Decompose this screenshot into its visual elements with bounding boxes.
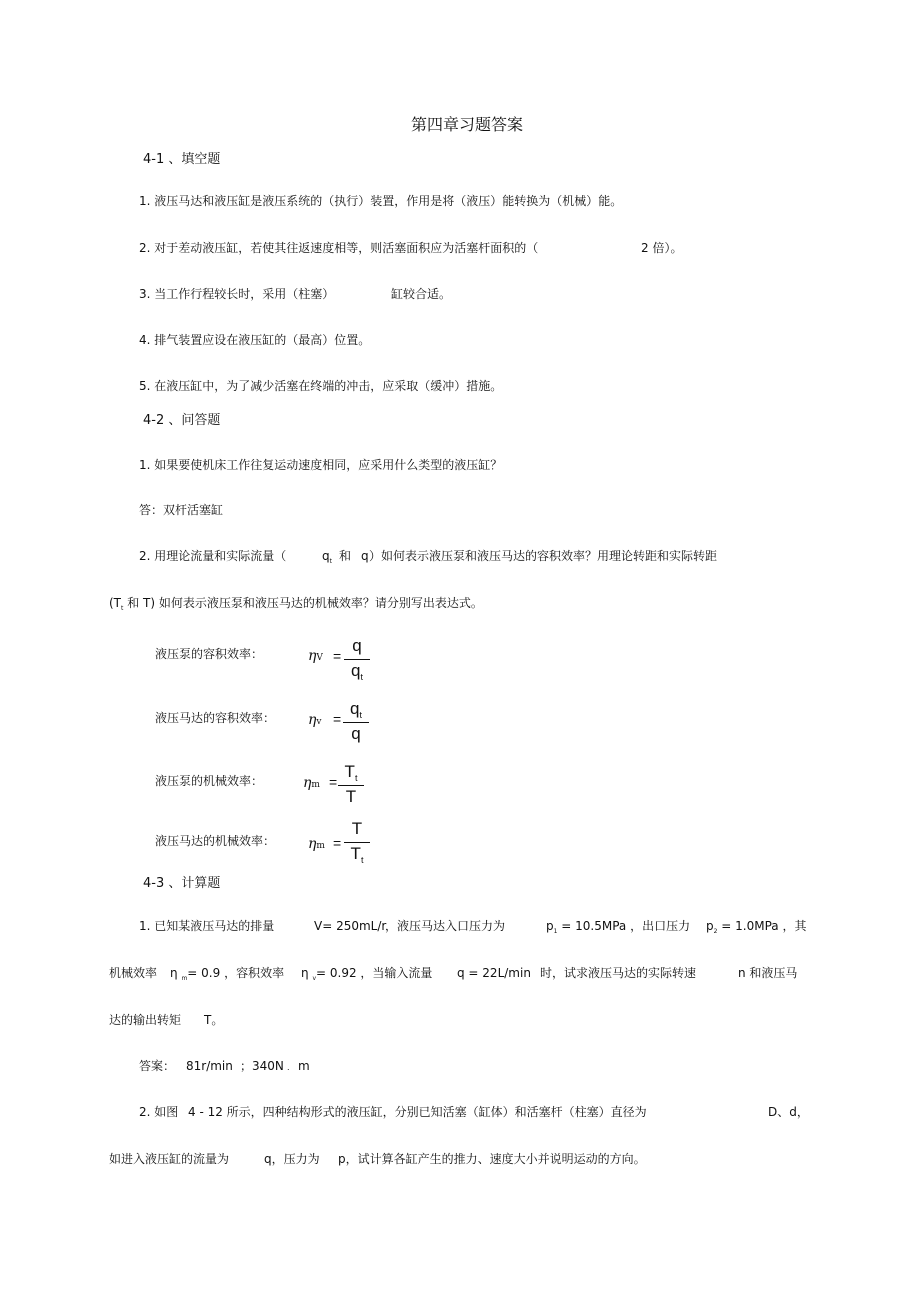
calc-problem-1-torque-symbol: T。	[204, 1013, 224, 1027]
mech-efficiency-value: η $_m$= 0.9 ，容积效率	[170, 966, 285, 982]
qa-question-2-q: q	[361, 549, 369, 563]
equals-sign: =	[333, 648, 342, 664]
formula-label-pump-mechanical: 液压泵的机械效率：	[155, 774, 264, 788]
fraction-qt-over-q	[341, 699, 371, 746]
fraction-tt-over-t	[336, 762, 366, 809]
calc-problem-1-line-2-end: n 和液压马	[738, 966, 798, 980]
denominator: $T_t$	[350, 844, 364, 865]
inlet-pressure-value: $p_1 = 10.5MPa$ ，出口压力	[546, 919, 691, 935]
page-title: 第四章习题答案	[411, 115, 524, 134]
fraction-q-over-qt	[342, 636, 372, 683]
qa-question-2-line-1b: ）如何表示液压泵和液压马达的容积效率？用理论转距和实际转距	[369, 549, 718, 563]
calc-problem-2-line-1a: 2. 如图	[139, 1105, 179, 1119]
numerator: $T_t$	[344, 762, 358, 783]
fraction-bar	[343, 722, 369, 723]
calc-problem-1-speed-text: 时，试求液压马达的实际转速	[540, 966, 697, 980]
answer-torque-dot: .	[287, 1063, 290, 1072]
equals-sign: =	[329, 774, 338, 790]
fill-question-1: 1. 液压马达和液压缸是液压系统的（执行）装置，作用是将（液压）能转换为（机械）能。	[139, 194, 623, 208]
denominator: q	[351, 724, 361, 743]
denominator: T	[345, 787, 357, 806]
denominator: $q_t$	[351, 661, 363, 682]
fill-question-2-part-b: 2 倍）。	[641, 241, 683, 255]
answer-label: 答案：	[139, 1059, 176, 1073]
calc-problem-2-line-1b: 4 - 12 所示，四种结构形式的液压缸，分别已知活塞（缸体）和活塞杆（柱塞）直径为	[188, 1105, 647, 1119]
eta-symbol: ηm	[308, 836, 325, 852]
calc-problem-1-mech-eff: 机械效率	[109, 966, 158, 980]
eta-symbol: ηm	[303, 775, 320, 791]
formula-label-motor-volumetric: 液压马达的容积效率：	[155, 711, 276, 725]
answer-speed: 81r/min	[186, 1059, 233, 1073]
calc-problem-1-line-1: 1. 已知某液压马达的排量	[139, 919, 275, 933]
calc-problem-2-line-2b: q，压力为	[264, 1152, 320, 1166]
qa-answer-1: 答：双杆活塞缸	[139, 503, 224, 517]
qa-question-2-and: 和	[339, 549, 352, 563]
fraction-bar	[344, 842, 370, 843]
fraction-bar	[344, 659, 370, 660]
calc-problem-2-diameters: D、d，	[768, 1105, 809, 1119]
qa-question-2-line-1a: 2. 用理论流量和实际流量（	[139, 549, 287, 563]
fill-question-3-part-b: 缸较合适。	[391, 287, 452, 301]
fraction-bar	[338, 785, 364, 786]
fill-question-5: 5. 在液压缸中，为了减少活塞在终端的冲击，应采取（缓冲）措施。	[139, 379, 503, 393]
section-heading-calculation: 4-3 、计算题	[143, 876, 221, 891]
calc-problem-1-inlet-text: ，液压马达入口压力为	[385, 919, 506, 933]
eta-symbol: ηV	[308, 648, 323, 664]
formula-label-motor-mechanical: 液压马达的机械效率：	[155, 834, 276, 848]
flow-rate-value: q = 22L/min	[457, 966, 531, 980]
equals-sign: =	[333, 835, 342, 851]
outlet-pressure-value: $p_2 = 1.0MPa$ ，其	[706, 919, 807, 935]
numerator: q	[352, 636, 362, 655]
answer-torque-unit: m	[298, 1059, 310, 1073]
qa-question-2-qt: $q_t$	[322, 549, 332, 565]
fill-question-4: 4. 排气装置应设在液压缸的（最高）位置。	[139, 333, 371, 347]
displacement-value: V= 250mL/r	[314, 919, 387, 933]
vol-efficiency-value: η $_v$= 0.92 ，当输入流量	[301, 966, 433, 982]
calc-problem-1-line-3: 达的输出转矩	[109, 1013, 182, 1027]
formula-label-pump-volumetric: 液压泵的容积效率：	[155, 647, 264, 661]
calc-problem-2-line-2c: p，试计算各缸产生的推力、速度大小并说明运动的方向。	[338, 1152, 646, 1166]
fill-question-3-part-a: 3. 当工作行程较长时，采用（柱塞）	[139, 287, 335, 301]
section-heading-fill-in: 4-1 、填空题	[143, 152, 221, 167]
numerator: T	[351, 819, 363, 838]
section-heading-qa: 4-2 、问答题	[143, 413, 221, 428]
answer-torque: ；340N	[240, 1059, 284, 1073]
qa-question-1: 1. 如果要使机床工作往复运动速度相同，应采用什么类型的液压缸？	[139, 458, 503, 472]
fill-question-2-part-a: 2. 对于差动液压缸，若使其往返速度相等，则活塞面积应为活塞杆面积的（	[139, 241, 539, 255]
calc-problem-2-line-2a: 如进入液压缸的流量为	[109, 1152, 230, 1166]
equals-sign: =	[333, 711, 342, 727]
eta-symbol: ηv	[308, 712, 322, 728]
fraction-t-over-tt	[342, 819, 372, 866]
qa-question-2-line-2: ($T_t$ 和 T) 如何表示液压泵和液压马达的机械效率？请分别写出表达式。	[109, 596, 483, 612]
numerator: $q_t$	[350, 699, 362, 720]
